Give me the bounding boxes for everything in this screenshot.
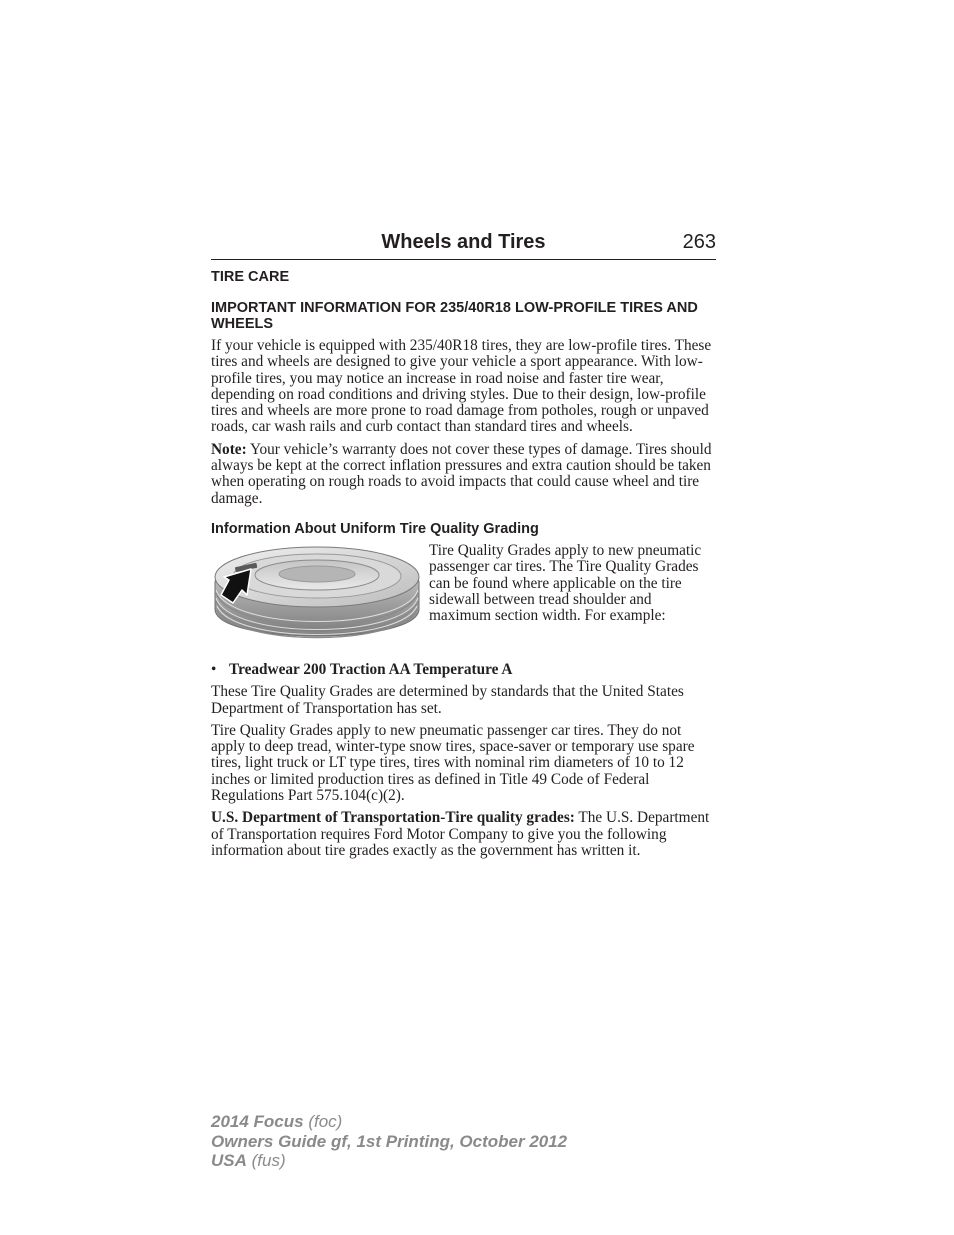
utqg-heading: Information About Uniform Tire Quality Grading bbox=[211, 520, 539, 537]
grades-apply-paragraph: Tire Quality Grades apply to new pneumatic passenger car tires. They do not apply to deep tread, winter-type snow tires, space-saver or temporary use spare tires, light truck or LT type tires, tires with nominal rim diameters of 10 to 12 inches or limited production tires as defined in Title 49 Code of Federal Regulations Part 575.104(c)(2). bbox=[211, 721, 695, 805]
dot-paragraph bbox=[211, 810, 716, 859]
page-number: 263 bbox=[682, 231, 716, 253]
low-profile-heading: IMPORTANT INFORMATION FOR 235/40R18 LOW-PROFILE TIRES AND WHEELS bbox=[211, 300, 698, 332]
footer-region-code: (fus) bbox=[246, 1151, 286, 1170]
footer-guide-line: Owners Guide gf, 1st Printing, October 2012 bbox=[211, 1131, 568, 1151]
chapter-title: Wheels and Tires bbox=[381, 231, 546, 253]
low-profile-paragraph: If your vehicle is equipped with 235/40R18 tires, they are low-profile tires. These tires and wheels are designed to give your vehicle a sport appearance. With low-profile tires, you may notice an increase in road noise and faster tire wear, depending on road conditions and driving styles. Due to their design, low-profile tires and wheels are more prone to road damage from potholes, rough or unpaved roads, car wash rails and curb contact than standard tires and wheels. bbox=[211, 337, 712, 436]
page-content bbox=[211, 228, 716, 859]
footer-model-code: (foc) bbox=[303, 1112, 343, 1131]
page-footer bbox=[211, 1112, 567, 1171]
bullet-icon: • bbox=[211, 660, 217, 678]
footer-model: 2014 Focus bbox=[211, 1112, 304, 1131]
tire-sidewall-arrow-icon bbox=[211, 543, 423, 647]
utqg-intro-block bbox=[211, 543, 716, 651]
page-header bbox=[211, 228, 716, 260]
dot-text: The U.S. Department of Transportation requires Ford Motor Company to give you the following information about tire grades exactly as the government has written it. bbox=[211, 809, 710, 859]
note-text: Your vehicle’s warranty does not cover these types of damage. Tires should always be kept at the correct inflation pressures and extra caution should be taken when operating on rough roads to avoid impacts that could cause wheel and tire damage. bbox=[211, 440, 712, 507]
footer-region-line bbox=[211, 1151, 567, 1171]
note-label: Note: bbox=[211, 440, 247, 458]
grade-example-item bbox=[211, 662, 716, 678]
grade-example-text: Treadwear 200 Traction AA Temperature A bbox=[229, 660, 513, 678]
utqg-intro-paragraph: Tire Quality Grades apply to new pneumatic passenger car tires. The Tire Quality Grades can be found where applicable on the tire sidewall between tread shoulder and maximum section width. For example: bbox=[429, 541, 702, 625]
dot-label: U.S. Department of Transportation-Tire quality grades: bbox=[211, 809, 575, 827]
footer-region: USA bbox=[211, 1151, 247, 1170]
grades-determined-paragraph: These Tire Quality Grades are determined by standards that the United States Department of Transportation has set. bbox=[211, 683, 684, 717]
note-paragraph bbox=[211, 442, 716, 507]
footer-model-line bbox=[211, 1112, 567, 1132]
tire-care-heading: TIRE CARE bbox=[211, 269, 290, 285]
